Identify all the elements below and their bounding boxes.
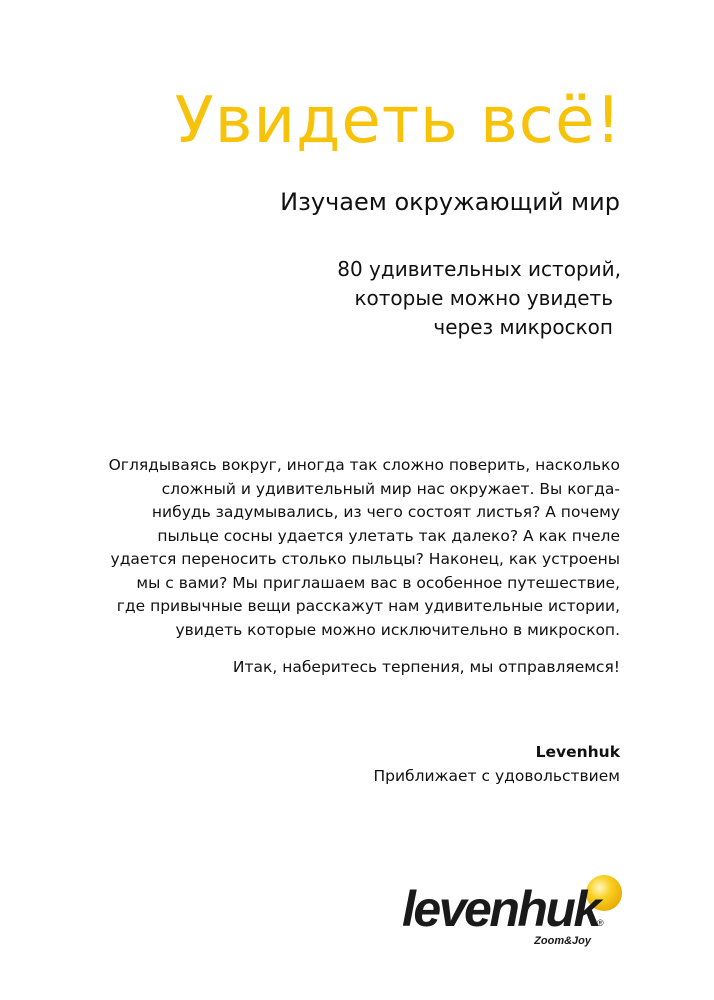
page-subtitle: Изучаем окружающий мир [280, 188, 620, 216]
levenhuk-logo [398, 868, 628, 958]
logo-subline: Zoom&Joy [534, 935, 591, 947]
intro-line: удается переносить столько пыльцы? Наконец, как устроены [110, 550, 620, 568]
tagline-line: через микроскоп [433, 315, 613, 339]
intro-line: пыльце сосны удается улетать так далеко? А как пчеле [157, 526, 620, 545]
intro-line: мы с вами? Мы приглашаем вас в особенное путешествие, [136, 573, 620, 592]
signature-brand: Levenhuk [535, 743, 620, 761]
intro-paragraph [60, 454, 620, 642]
intro-line: Оглядываясь вокруг, иногда так сложно поверить, насколько [108, 456, 620, 474]
intro-line: нибудь задумывались, из чего состоят листья? А почему [151, 503, 620, 521]
intro-line: где привычные вещи расскажут нам удивительные истории, [116, 597, 620, 615]
closing-line: Итак, наберитесь терпения, мы отправляемся! [232, 658, 620, 676]
intro-line: увидеть которые можно исключительно в микроскоп. [175, 620, 620, 639]
tagline-line: 80 удивительных историй, [337, 257, 621, 281]
signature [373, 740, 620, 788]
intro-line: сложный и удивительный мир нас окружает. Вы когда- [161, 479, 620, 498]
tagline [221, 255, 621, 342]
logo-wordmark: levenhuk [402, 881, 599, 937]
page-title: Увидеть всё! [174, 84, 622, 158]
tagline-line: которые можно увидеть [354, 286, 613, 310]
logo-registered-mark: ® [597, 918, 604, 928]
signature-slogan: Приближает с удовольствием [373, 767, 620, 785]
